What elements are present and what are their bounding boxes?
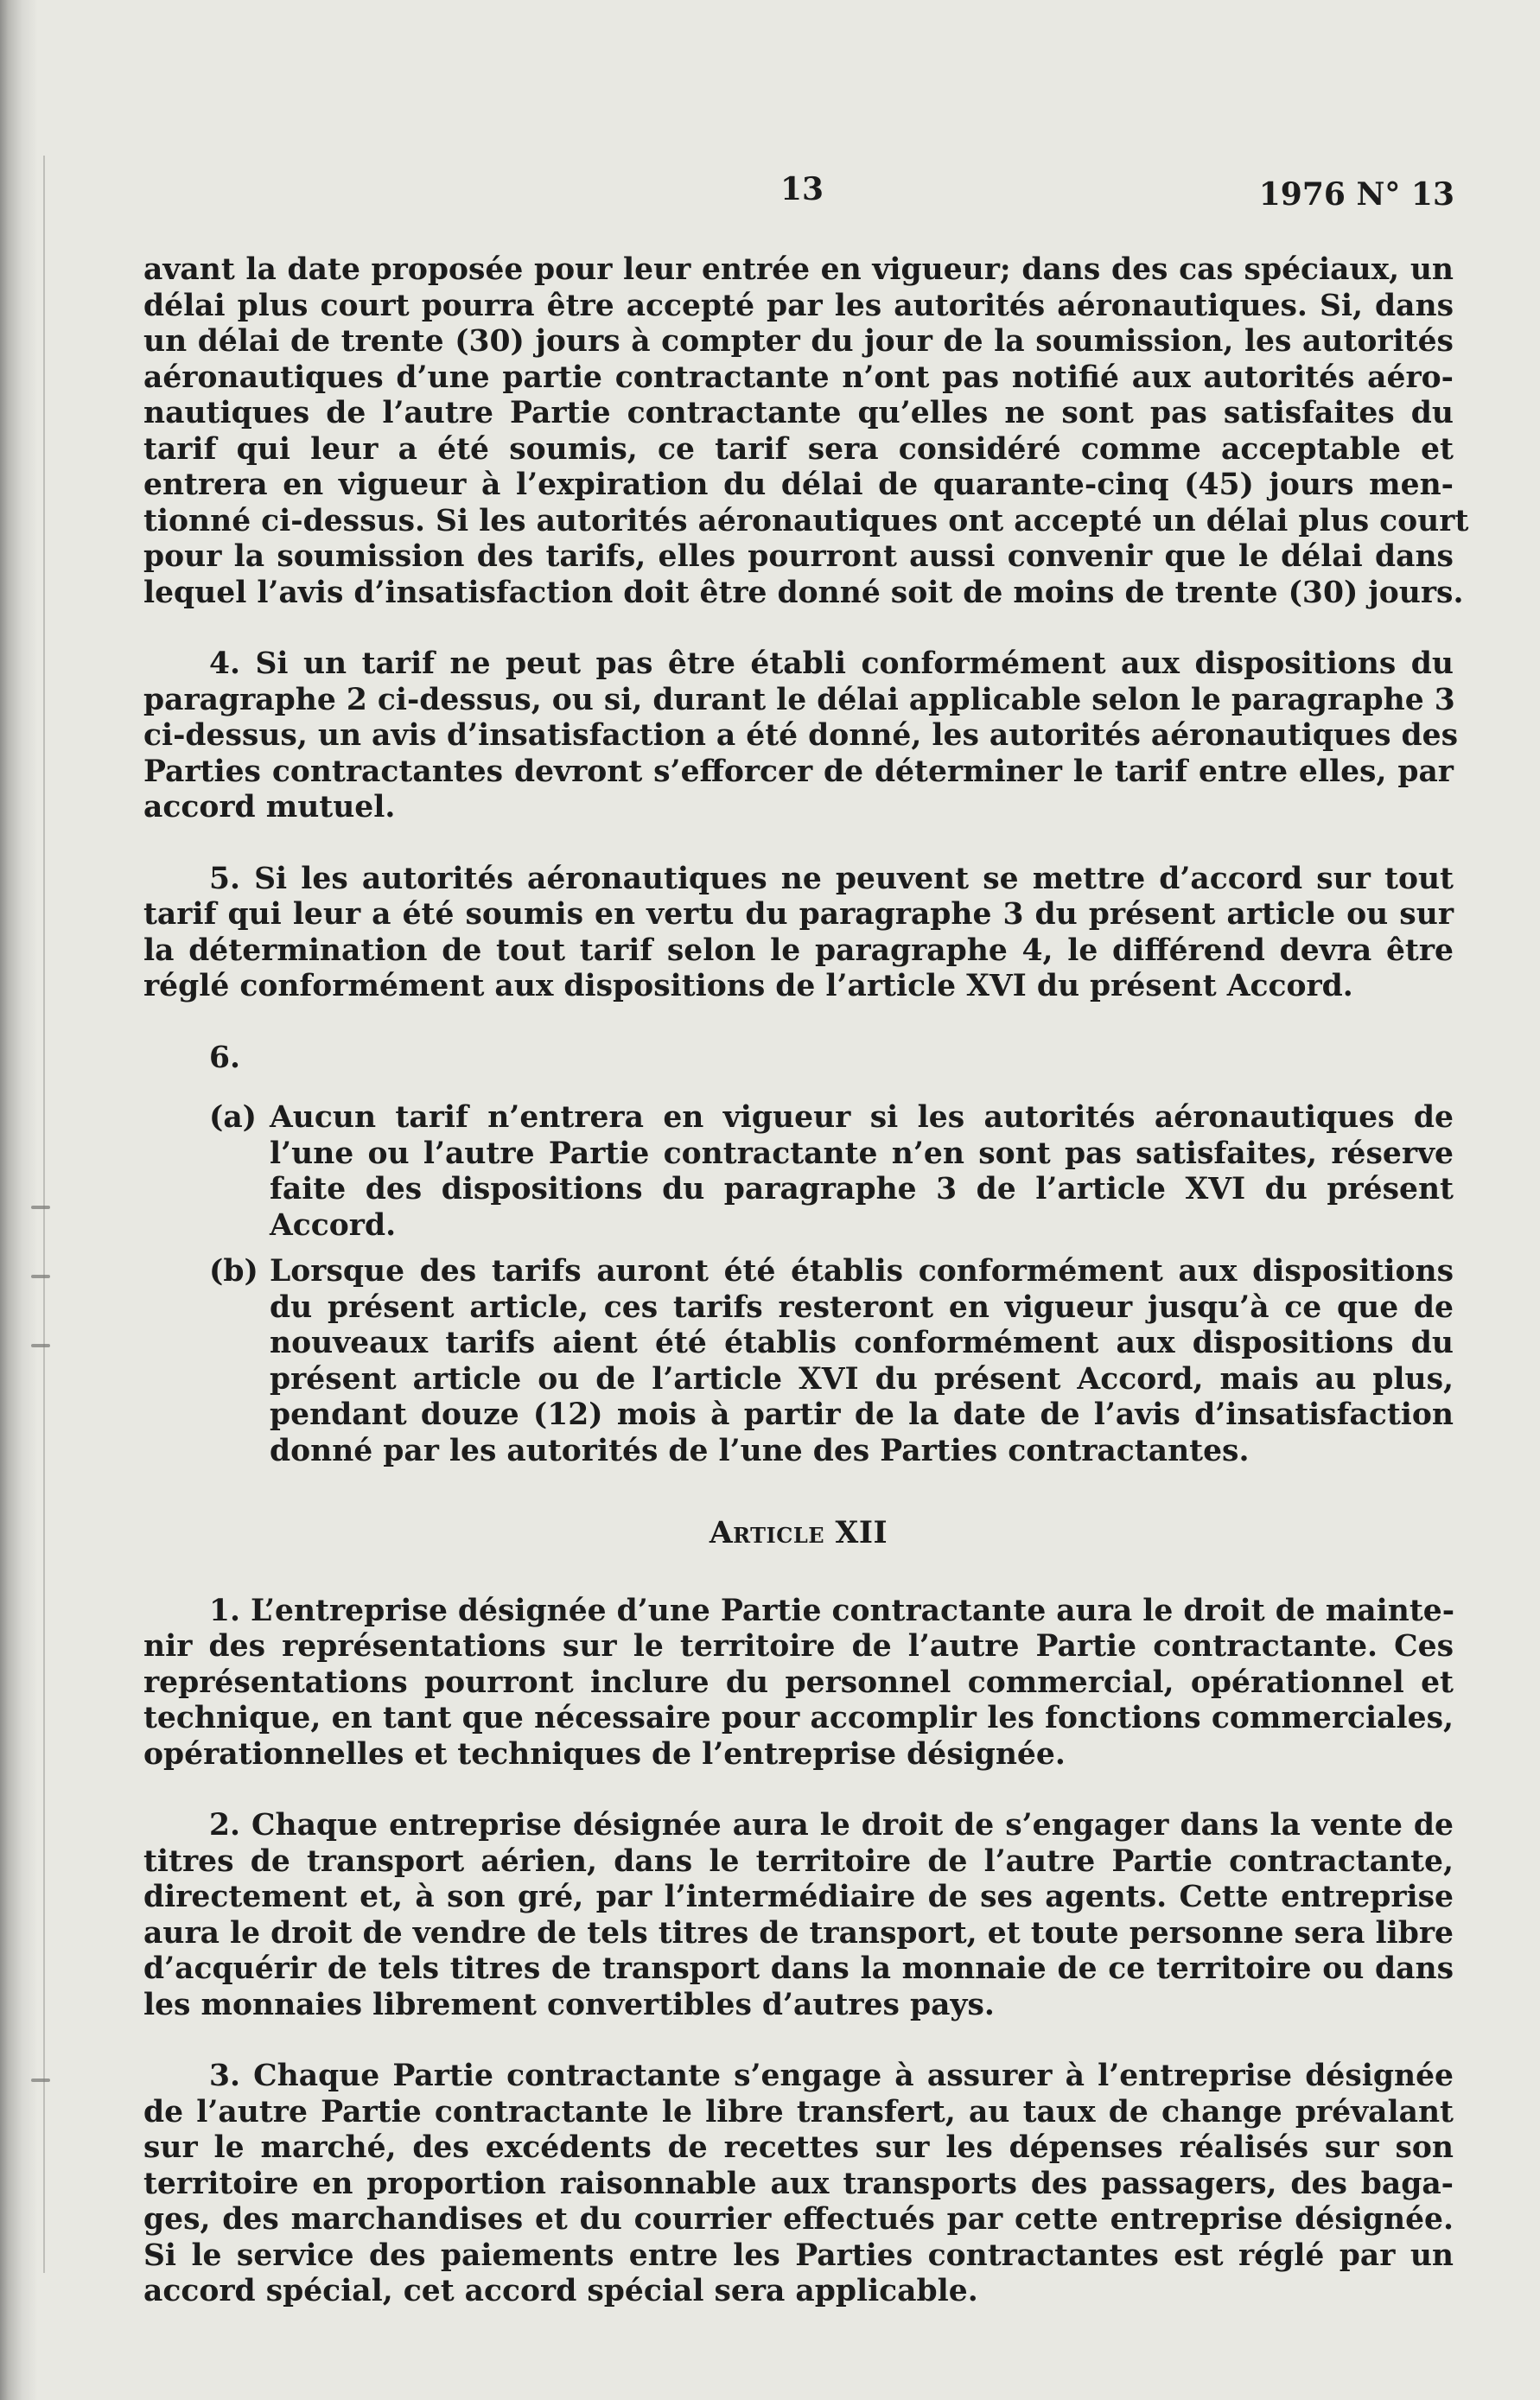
text-line: Lorsque des tarifs auront été établis conformément aux dispositions: [270, 1254, 1454, 1289]
text-line: tionné ci-dessus. Si les autorités aéronautiques ont accepté un délai plus court: [143, 503, 1469, 538]
list-marker: (b): [209, 1254, 258, 1289]
text-line: directement et, à son gré, par l’intermédiaire de ses agents. Cette entreprise: [143, 1880, 1454, 1914]
article-12-paragraph-1: [143, 1594, 1454, 1773]
text-line: Parties contractantes devront s’efforcer de déterminer le tarif entre elles, par: [143, 754, 1454, 789]
text-line: 4. Si un tarif ne peut pas être établi conformément aux dispositions du: [209, 646, 1454, 681]
text-line: représentations pourront inclure du personnel commercial, opérationnel et: [143, 1665, 1454, 1700]
text-line: ci-dessus, un avis d’insatisfaction a été donné, les autorités aéronautiques des: [143, 718, 1459, 753]
text-line: accord mutuel.: [143, 790, 396, 824]
text-line: tarif qui leur a été soumis, ce tarif sera considéré comme acceptable et: [143, 431, 1454, 467]
intro-paragraph: [143, 252, 1469, 611]
text-line: 5. Si les autorités aéronautiques ne peuvent se mettre d’accord sur tout: [209, 861, 1454, 896]
text-line: opérationnelles et techniques de l’entreprise désignée.: [143, 1736, 1066, 1772]
text-line: présent article ou de l’article XVI du présent Accord, mais au plus,: [270, 1361, 1454, 1397]
text-line: pour la soumission des tarifs, elles pourront aussi convenir que le délai dans: [143, 539, 1454, 574]
text-line: de l’autre Partie contractante le libre transfert, au taux de change prévalant: [143, 2094, 1454, 2129]
text-line: les monnaies librement convertibles d’autres pays.: [143, 1987, 995, 2022]
text-line: tarif qui leur a été soumis en vertu du paragraphe 3 du présent article ou sur: [143, 897, 1454, 932]
text-line: titres de transport aérien, dans le territoire de l’autre Partie contractante,: [143, 1843, 1454, 1879]
paragraph-4: [143, 646, 1459, 826]
list-item-a: [143, 1100, 1454, 1244]
text-line: entrera en vigueur à l’expiration du délai de quarante-cinq (45) jours men-: [143, 468, 1454, 502]
text-line: aura le droit de vendre de tels titres de transport, et toute personne sera libre: [143, 1915, 1454, 1951]
binding-fold-line: [43, 156, 45, 2273]
page-binding-edge: [0, 0, 38, 2400]
text-line: 2. Chaque entreprise désignée aura le droit de s’engager dans la vente de: [209, 1808, 1454, 1843]
list-item-b: [143, 1254, 1454, 1469]
page-number: 13: [780, 171, 824, 207]
text-line: avant la date proposée pour leur entrée en vigueur; dans des cas spéciaux, un: [143, 252, 1454, 287]
text-line: lequel l’avis d’insatisfaction doit être donné soit de moins de trente (30) jours.: [143, 575, 1464, 610]
article-12-paragraph-3: [143, 2059, 1454, 2310]
page-content: [143, 252, 1469, 2310]
article-12-paragraph-2: [143, 1808, 1454, 2023]
text-line: faite des dispositions du paragraphe 3 de l’article XVI du présent: [270, 1172, 1454, 1206]
paragraph-6: [143, 1041, 1454, 1077]
page-header: [0, 171, 1540, 214]
article-heading: Article XII: [709, 1516, 888, 1550]
text-line: Si le service des paiements entre les Parties contractantes est réglé par un: [143, 2238, 1454, 2273]
text-line: réglé conformément aux dispositions de l’article XVI du présent Accord.: [143, 969, 1353, 1003]
text-line: du présent article, ces tarifs resteront en vigueur jusqu’à ce que de: [270, 1289, 1454, 1325]
text-line: l’une ou l’autre Partie contractante n’en sont pas satisfaites, réserve: [270, 1136, 1454, 1171]
text-line: d’acquérir de tels titres de transport dans la monnaie de ce territoire ou dans: [143, 1951, 1454, 1986]
text-line: aéronautiques d’une partie contractante n’ont pas notifié aux autorités aéro-: [143, 360, 1454, 395]
list-marker: (a): [209, 1100, 258, 1135]
text-line: donné par les autorités de l’une des Parties contractantes.: [270, 1433, 1250, 1468]
text-line: la détermination de tout tarif selon le paragraphe 4, le différend devra être: [143, 933, 1454, 968]
text-line: un délai de trente (30) jours à compter du jour de la soumission, les autorités: [143, 324, 1454, 359]
text-line: 3. Chaque Partie contractante s’engage à assurer à l’entreprise désignée: [209, 2059, 1454, 2093]
text-line: ges, des marchandises et du courrier effectués par cette entreprise désignée.: [143, 2202, 1454, 2237]
text-line: Accord.: [270, 1207, 397, 1243]
binding-stitch: [31, 1275, 50, 1278]
text-line: territoire en proportion raisonnable aux transports des passagers, des baga-: [143, 2166, 1454, 2201]
text-line: nouveaux tarifs aient été établis conformément aux dispositions du: [270, 1326, 1454, 1360]
text-line: délai plus court pourra être accepté par les autorités aéronautiques. Si, dans: [143, 288, 1454, 323]
text-line: pendant douze (12) mois à partir de la date de l’avis d’insatisfaction: [270, 1397, 1454, 1432]
paragraph-5: [143, 862, 1454, 1005]
document-reference: 1976 N° 13: [1258, 176, 1454, 213]
binding-stitch: [31, 1206, 50, 1209]
paragraph-number: 6.: [209, 1040, 241, 1075]
text-line: technique, en tant que nécessaire pour accomplir les fonctions commerciales,: [143, 1701, 1454, 1735]
text-line: accord spécial, cet accord spécial sera applicable.: [143, 2274, 978, 2308]
text-line: nautiques de l’autre Partie contractante qu’elles ne sont pas satisfaites du: [143, 396, 1454, 430]
text-line: paragraphe 2 ci-dessus, ou si, durant le délai applicable selon le paragraphe 3: [143, 682, 1455, 717]
binding-stitch: [31, 1344, 50, 1347]
text-line: sur le marché, des excédents de recettes sur les dépenses réalisés sur son: [143, 2130, 1454, 2165]
text-line: nir des représentations sur le territoire de l’autre Partie contractante. Ces: [143, 1629, 1454, 1664]
binding-stitch: [31, 2079, 50, 2082]
text-line: Aucun tarif n’entrera en vigueur si les autorités aéronautiques de: [270, 1100, 1454, 1135]
text-line: 1. L’entreprise désignée d’une Partie contractante aura le droit de mainte-: [209, 1593, 1455, 1628]
